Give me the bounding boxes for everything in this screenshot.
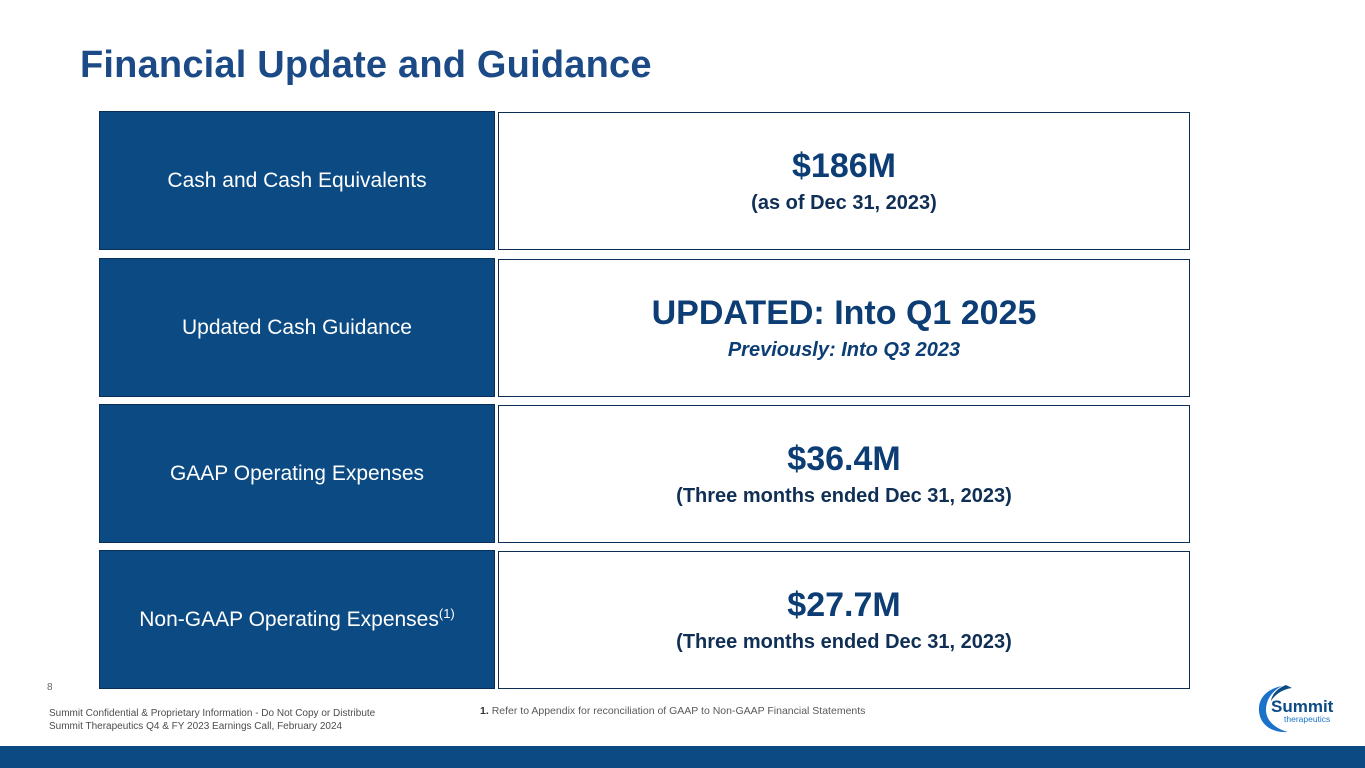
- summit-logo: [1256, 683, 1340, 735]
- page-number: 8: [47, 682, 53, 693]
- footnote-number: 1.: [480, 705, 489, 717]
- metric-label-box: [99, 258, 495, 397]
- metric-subtext: (Three months ended Dec 31, 2023): [676, 631, 1012, 654]
- metric-value-box: [498, 259, 1190, 397]
- metric-subtext: Previously: Into Q3 2023: [727, 339, 961, 362]
- logo-wordmark: Summit: [1271, 697, 1334, 716]
- metric-label: GAAP Operating Expenses: [169, 461, 425, 485]
- page-title: Financial Update and Guidance: [80, 44, 652, 86]
- metric-label: Updated Cash Guidance: [182, 315, 412, 339]
- metric-value: UPDATED: Into Q1 2025: [651, 293, 1037, 332]
- metric-label-box: [99, 111, 495, 250]
- footer-legal: [49, 707, 375, 733]
- metric-row-guidance: [99, 258, 1190, 397]
- metric-value-box: [498, 405, 1190, 543]
- footer-confidential: Summit Confidential & Proprietary Information - Do Not Copy or Distribute: [49, 708, 376, 719]
- footer-bar: [0, 746, 1365, 768]
- metric-label-box: [99, 550, 495, 689]
- metric-value: $36.4M: [787, 439, 901, 478]
- metric-label-box: [99, 404, 495, 543]
- metric-value: $27.7M: [787, 585, 901, 624]
- metric-row-cash: [99, 111, 1190, 250]
- metric-value: $186M: [792, 146, 896, 185]
- metric-label: Non-GAAP Operating Expenses: [139, 607, 439, 631]
- metric-subtext: (Three months ended Dec 31, 2023): [676, 485, 1012, 508]
- metric-row-gaap-opex: [99, 404, 1190, 543]
- metric-value-box: [498, 112, 1190, 250]
- metric-label: Cash and Cash Equivalents: [167, 168, 427, 192]
- metric-label-wrap: [139, 605, 455, 632]
- logo-tagline: therapeutics: [1284, 714, 1331, 724]
- footnote-marker: (1): [438, 605, 455, 621]
- metric-subtext: (as of Dec 31, 2023): [751, 192, 937, 215]
- footnote-text: Refer to Appendix for reconciliation of GAAP to Non-GAAP Financial Statements: [491, 705, 866, 717]
- footer-event: Summit Therapeutics Q4 & FY 2023 Earnings Call, February 2024: [49, 721, 343, 732]
- metric-value-box: [498, 551, 1190, 689]
- footnote: [480, 705, 865, 717]
- metric-row-non-gaap-opex: [99, 550, 1190, 689]
